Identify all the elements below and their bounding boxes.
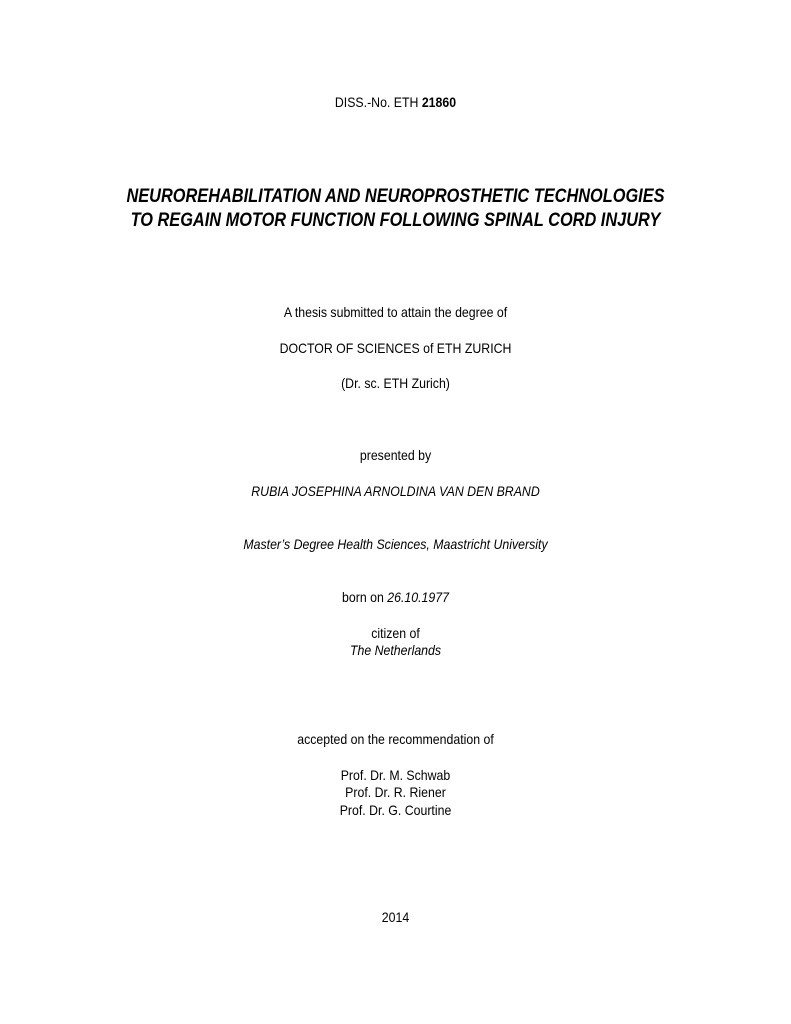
citizen-label: citizen of xyxy=(371,625,420,641)
citizenship: The Netherlands xyxy=(349,642,442,658)
birth-date-line xyxy=(47,588,743,606)
publication-year: 2014 xyxy=(381,909,410,925)
degree-intro: A thesis submitted to attain the degree of xyxy=(283,304,508,320)
birth-date: 26.10.1977 xyxy=(387,589,449,605)
author-prior-degree: Master’s Degree Health Sciences, Maastricht University xyxy=(243,536,548,552)
degree-abbreviation: (Dr. sc. ETH Zurich) xyxy=(341,375,450,391)
degree-name: DOCTOR OF SCIENCES of ETH ZURICH xyxy=(279,340,512,356)
birth-date-label: born on xyxy=(342,589,388,605)
dissertation-number-value: 21860 xyxy=(421,94,457,110)
thesis-title-line-2: TO REGAIN MOTOR FUNCTION FOLLOWING SPINAL CORD INJURY xyxy=(130,210,661,231)
recommendation-intro: accepted on the recommendation of xyxy=(297,731,494,747)
examiner-1: Prof. Dr. M. Schwab xyxy=(340,767,451,783)
dissertation-number-prefix: DISS.-No. ETH xyxy=(334,94,422,110)
thesis-title-line-1: NEUROREHABILITATION AND NEUROPROSTHETIC TECHNOLOGIES xyxy=(126,186,665,207)
author-name: RUBIA JOSEPHINA ARNOLDINA VAN DEN BRAND xyxy=(251,483,540,499)
dissertation-number xyxy=(47,93,743,111)
presented-by: presented by xyxy=(359,447,432,463)
examiner-3: Prof. Dr. G. Courtine xyxy=(339,802,452,818)
examiner-2: Prof. Dr. R. Riener xyxy=(345,784,446,800)
